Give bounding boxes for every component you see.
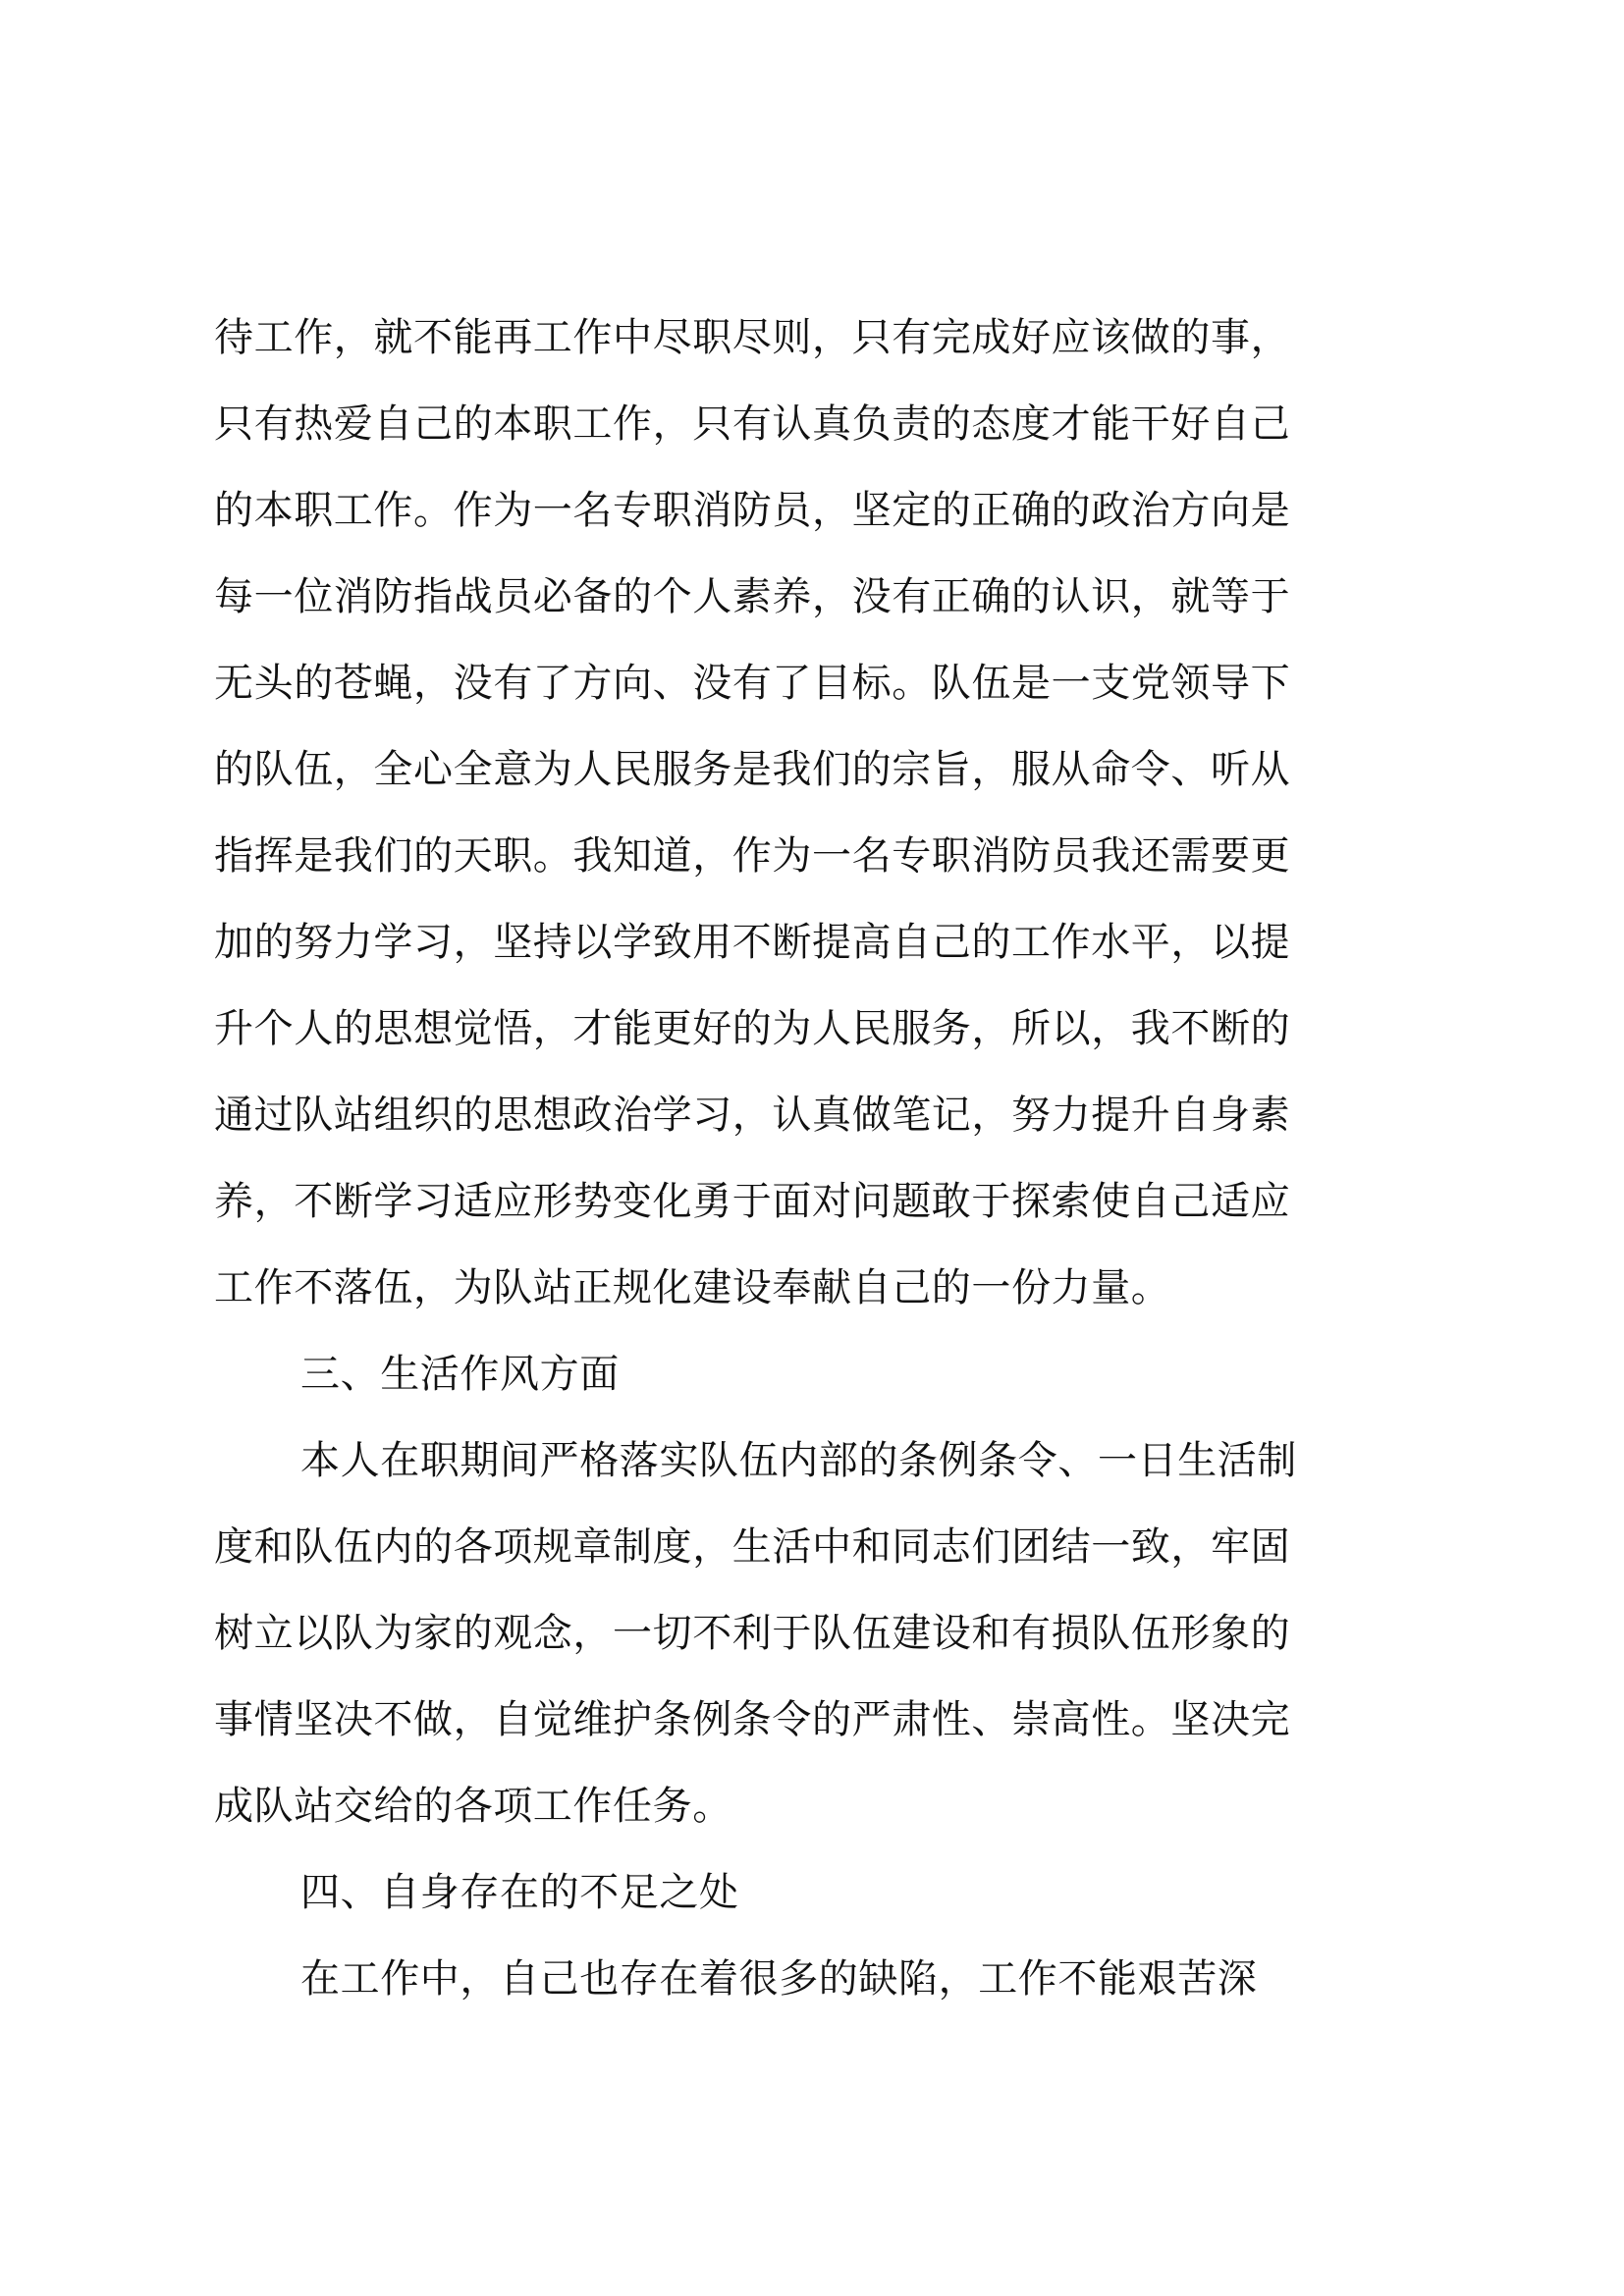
text-line: 的队伍，全心全意为人民服务是我们的宗旨，服从命令、听从 [214,747,1291,792]
text-line: 只有热爱自己的本职工作，只有认真负责的态度才能干好自己 [214,401,1291,447]
section-heading: 三、生活作风方面 [300,1352,620,1397]
text-line: 通过队站组织的思想政治学习，认真做笔记，努力提升自身素 [214,1093,1291,1138]
text-line: 加的努力学习，坚持以学致用不断提高自己的工作水平，以提 [214,920,1291,965]
document-body [214,294,1432,2022]
text-line: 指挥是我们的天职。我知道，作为一名专职消防员我还需要更 [214,833,1291,879]
text-line: 每一位消防指战员必备的个人素养，没有正确的认识，就等于 [214,574,1291,619]
paragraph-first-line: 本人在职期间严格落实队伍内部的条例条令、一日生活制 [300,1438,1297,1483]
text-line: 升个人的思想觉悟，才能更好的为人民服务，所以，我不断的 [214,1006,1291,1051]
text-line: 工作不落伍，为队站正规化建设奉献自己的一份力量。 [214,1265,1171,1310]
text-line: 度和队伍内的各项规章制度，生活中和同志们团结一致，牢固 [214,1524,1291,1570]
paragraph-first-line: 在工作中，自己也存在着很多的缺陷，工作不能艰苦深 [300,1956,1258,2002]
section-heading: 四、自身存在的不足之处 [300,1870,739,1915]
text-line: 的本职工作。作为一名专职消防员，坚定的正确的政治方向是 [214,488,1291,533]
text-line: 养，不断学习适应形势变化勇于面对问题敢于探索使自己适应 [214,1179,1291,1224]
text-line: 待工作，就不能再工作中尽职尽则，只有完成好应该做的事， [214,315,1291,360]
text-line: 成队站交给的各项工作任务。 [214,1784,732,1829]
text-line: 事情坚决不做，自觉维护条例条令的严肃性、崇高性。坚决完 [214,1697,1291,1742]
text-line: 无头的苍蝇，没有了方向、没有了目标。队伍是一支党领导下 [214,661,1291,706]
text-line: 树立以队为家的观念，一切不利于队伍建设和有损队伍形象的 [214,1611,1291,1656]
